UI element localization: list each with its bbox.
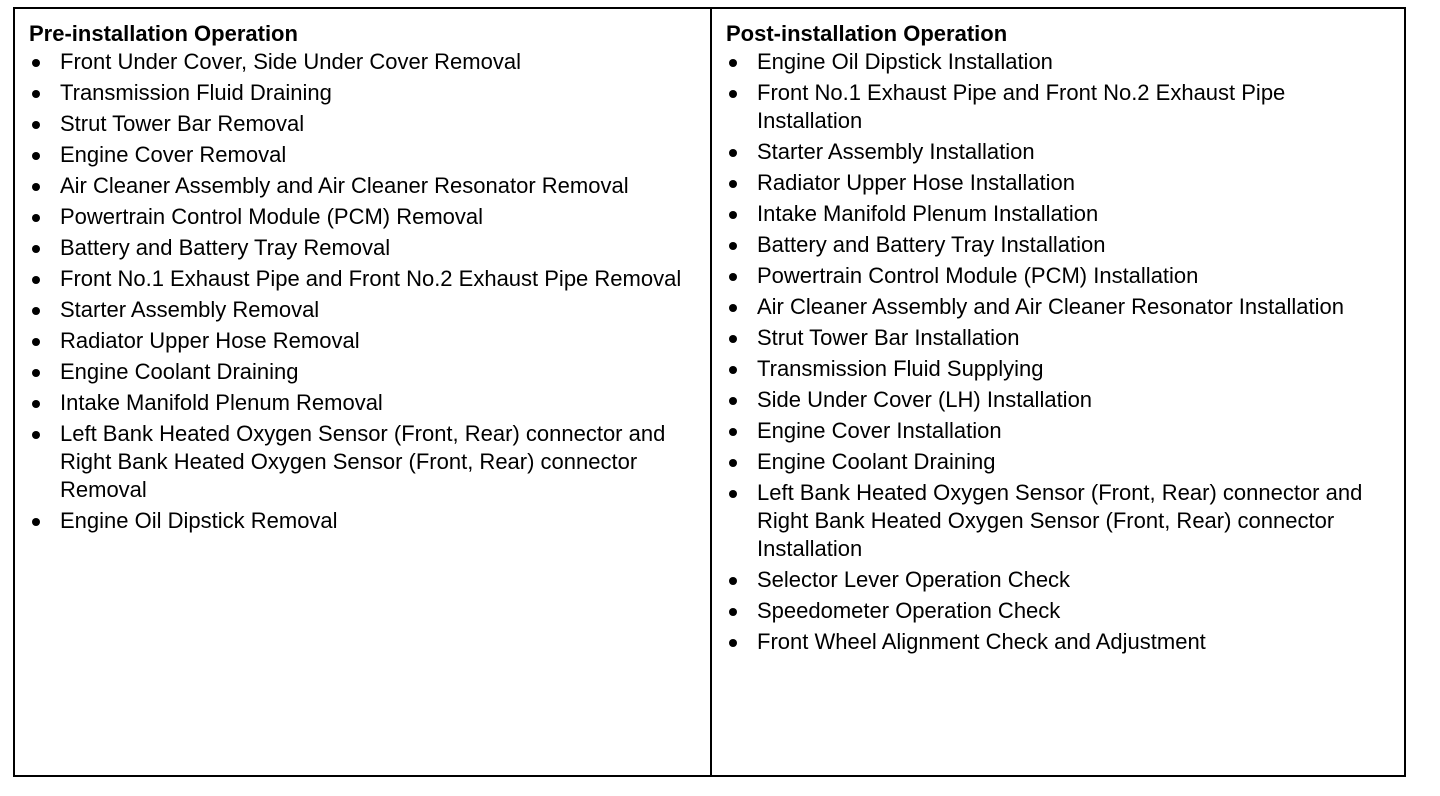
list-item: Front Wheel Alignment Check and Adjustment [726,628,1394,656]
list-item: Speedometer Operation Check [726,597,1394,625]
list-item: Front No.1 Exhaust Pipe and Front No.2 Exhaust Pipe Installation [726,79,1394,135]
list-item: Battery and Battery Tray Installation [726,231,1394,259]
list-item: Air Cleaner Assembly and Air Cleaner Resonator Installation [726,293,1394,321]
list-item: Powertrain Control Module (PCM) Removal [29,203,700,231]
list-item: Transmission Fluid Supplying [726,355,1394,383]
list-item: Engine Coolant Draining [726,448,1394,476]
list-item: Side Under Cover (LH) Installation [726,386,1394,414]
list-item: Left Bank Heated Oxygen Sensor (Front, Rear) connector and Right Bank Heated Oxygen Sensor (Front, Rear) connector Installation [726,479,1394,563]
list-item: Front No.1 Exhaust Pipe and Front No.2 Exhaust Pipe Removal [29,265,700,293]
list-item: Strut Tower Bar Installation [726,324,1394,352]
list-item: Transmission Fluid Draining [29,79,700,107]
list-item: Engine Cover Removal [29,141,700,169]
list-item: Intake Manifold Plenum Removal [29,389,700,417]
post-installation-column [712,9,1404,775]
list-item: Left Bank Heated Oxygen Sensor (Front, Rear) connector and Right Bank Heated Oxygen Sensor (Front, Rear) connector Removal [29,420,700,504]
list-item: Engine Oil Dipstick Removal [29,507,700,535]
list-item: Engine Coolant Draining [29,358,700,386]
list-item: Engine Cover Installation [726,417,1394,445]
post-installation-heading: Post-installation Operation [726,21,1008,46]
list-item: Selector Lever Operation Check [726,566,1394,594]
list-item: Powertrain Control Module (PCM) Installation [726,262,1394,290]
list-item: Front Under Cover, Side Under Cover Removal [29,48,700,76]
pre-installation-heading: Pre-installation Operation [29,21,298,46]
list-item: Strut Tower Bar Removal [29,110,700,138]
list-item: Intake Manifold Plenum Installation [726,200,1394,228]
list-item: Battery and Battery Tray Removal [29,234,700,262]
list-item: Radiator Upper Hose Removal [29,327,700,355]
list-item: Starter Assembly Installation [726,138,1394,166]
pre-installation-list [29,48,700,535]
list-item: Air Cleaner Assembly and Air Cleaner Resonator Removal [29,172,700,200]
list-item: Engine Oil Dipstick Installation [726,48,1394,76]
post-installation-list [726,48,1394,656]
operations-table [13,7,1406,777]
pre-installation-column [15,9,712,775]
list-item: Starter Assembly Removal [29,296,700,324]
list-item: Radiator Upper Hose Installation [726,169,1394,197]
